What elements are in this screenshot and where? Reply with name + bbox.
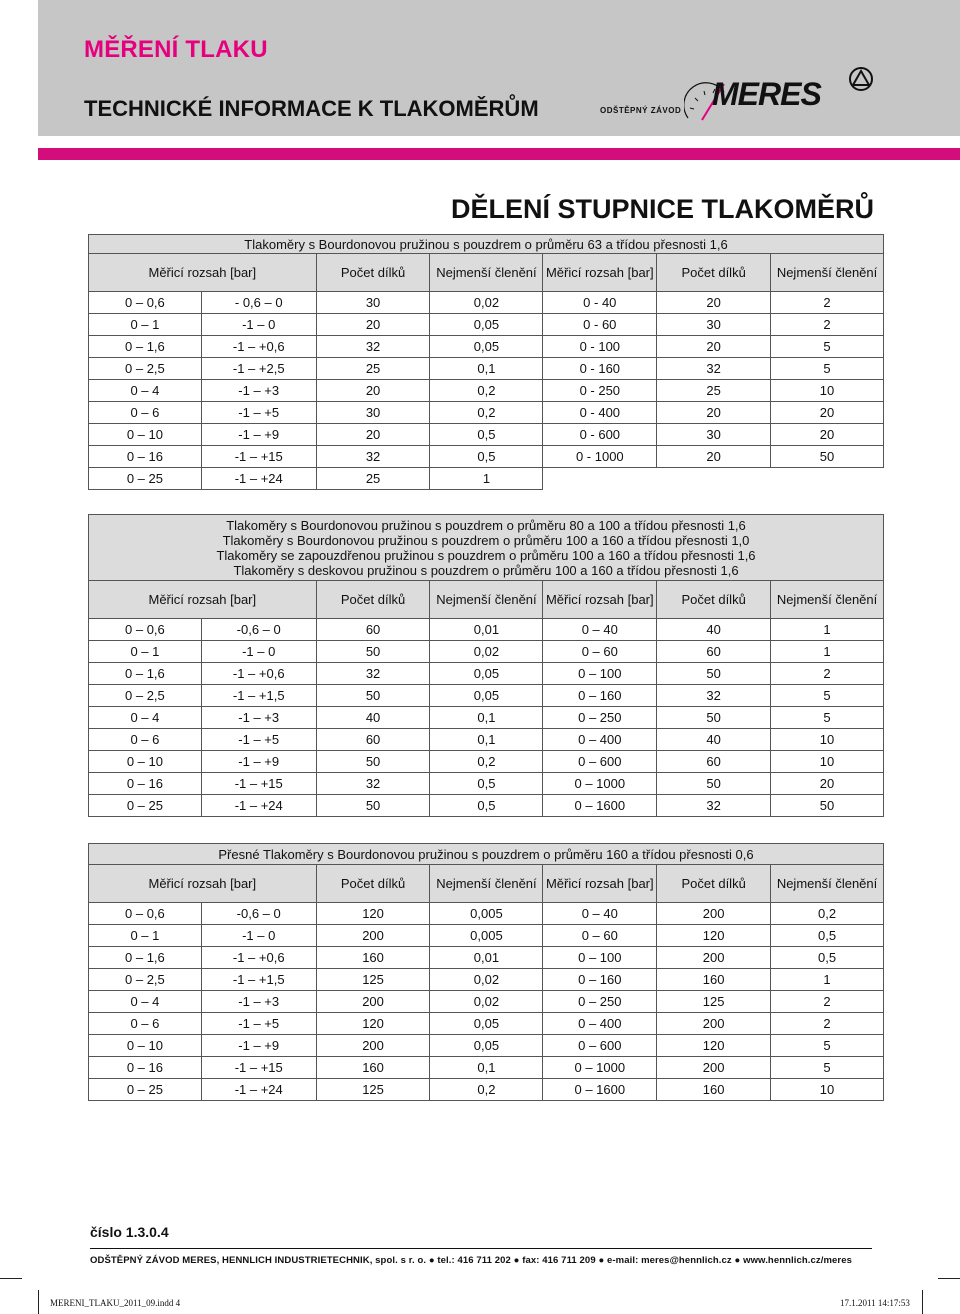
table-cell: 0 – 160 [543,685,657,707]
table-cell: -1 – +15 [201,1057,316,1079]
table-cell: -0,6 – 0 [201,619,316,641]
table-cell: 32 [316,773,430,795]
table-cell: 0 – 1 [89,314,202,336]
caption-line: Tlakoměry s Bourdonovou pružinou s pouzdrem o průměru 100 a 160 a třídou přesnosti 1,0 [222,533,750,548]
table-cell: 20 [657,292,771,314]
table-cell: 0,02 [430,641,543,663]
print-slug-date: 17.1.2011 14:17:53 [840,1298,910,1308]
table-cell: 2 [771,663,884,685]
table-cell: 0 – 4 [89,707,202,729]
table-cell: 40 [316,707,430,729]
table-cell: 1 [430,468,543,490]
table-cell: 0 - 600 [543,424,657,446]
table-cell: 0,5 [430,446,543,468]
table-cell: 0 – 400 [543,729,657,751]
table-cell: 50 [771,446,884,468]
table-cell: 0,01 [430,947,543,969]
page-subtitle: TECHNICKÉ INFORMACE K TLAKOMĚRŮM [84,96,539,121]
table-cell: 200 [657,1057,771,1079]
table-cell: 20 [771,773,884,795]
company-logo [600,60,880,130]
table-cell: 0,05 [430,663,543,685]
table-cell: - 0,6 – 0 [201,292,316,314]
table-cell: 20 [316,314,430,336]
table-cell: 20 [657,446,771,468]
table-cell: 0,05 [430,1013,543,1035]
table-row [89,663,884,685]
table-cell: -0,6 – 0 [201,903,316,925]
table-cell: 0 – 250 [543,991,657,1013]
table-caption: Přesné Tlakoměry s Bourdonovou pružinou s pouzdrem o průměru 160 a třídou přesnosti 0,6 [89,844,884,865]
table-cell: 0 – 1 [89,925,202,947]
table-cell: 160 [316,1057,430,1079]
table-cell: 0 – 400 [543,1013,657,1035]
table-cell: 5 [771,1057,884,1079]
table-cell: 32 [316,446,430,468]
table-cell: 0 – 25 [89,1079,202,1101]
table-cell: 0 – 6 [89,1013,202,1035]
table-cell: 10 [771,751,884,773]
table-cell: 0 – 10 [89,424,202,446]
column-header: Měřicí rozsah [bar] [89,865,317,903]
table-row [89,446,884,468]
table-cell: -1 – 0 [201,925,316,947]
table-cell: -1 – 0 [201,314,316,336]
table-cell: 0 – 160 [543,969,657,991]
table-cell: 0,02 [430,991,543,1013]
table-cell: -1 – +24 [201,1079,316,1101]
crop-mark [922,1290,923,1314]
caption-line: Tlakoměry se zapouzdřenou pružinou s pouzdrem o průměru 100 a 160 a třídou přesnosti 1,6 [216,548,756,563]
table-cell: 0 – 6 [89,729,202,751]
table-cell: 0 – 0,6 [89,619,202,641]
table-cell: 32 [657,795,771,817]
table-row [89,402,884,424]
table-cell: 2 [771,292,884,314]
table-cell: 0 – 16 [89,1057,202,1079]
table-cell: 32 [316,663,430,685]
table-cell: 25 [657,380,771,402]
table-cell: 60 [316,619,430,641]
table-cell: 0 – 10 [89,1035,202,1057]
table-cell: 0,01 [430,619,543,641]
table-cell: 20 [771,402,884,424]
table-cell: 0 - 160 [543,358,657,380]
table-cell: -1 – +5 [201,402,316,424]
table-cell: 50 [657,663,771,685]
table-cell: -1 – +0,6 [201,663,316,685]
table-cell: 0,05 [430,314,543,336]
table-cell: 0,02 [430,969,543,991]
table-caption [89,515,884,581]
table-cell: 40 [657,619,771,641]
table-cell: 50 [316,685,430,707]
table-cell: 0 – 1,6 [89,663,202,685]
table-row [89,947,884,969]
table-cell: 0 - 40 [543,292,657,314]
table-cell: 0 - 60 [543,314,657,336]
table-cell: 0,005 [430,925,543,947]
table-cell: 0 – 600 [543,1035,657,1057]
table-cell: 0 – 1000 [543,1057,657,1079]
table-row [89,424,884,446]
table-row [89,468,884,490]
table-cell: 0 – 2,5 [89,358,202,380]
table-cell: 200 [316,991,430,1013]
table-row [89,336,884,358]
table-cell: 25 [316,468,430,490]
column-header: Počet dílků [657,581,771,619]
table-cell: 1 [771,641,884,663]
table-cell: -1 – +1,5 [201,969,316,991]
column-header: Nejmenší členění [430,581,543,619]
table-cell: 30 [657,314,771,336]
column-header: Měřicí rozsah [bar] [543,865,657,903]
table-cell: 10 [771,1079,884,1101]
table-cell: 0 – 16 [89,446,202,468]
table-cell: 20 [316,380,430,402]
table-cell: 20 [771,424,884,446]
table-cell: 120 [316,1013,430,1035]
table-cell: 0,05 [430,685,543,707]
table-cell: -1 – +0,6 [201,947,316,969]
table-cell: 2 [771,1013,884,1035]
table-cell: 0 – 25 [89,468,202,490]
table-cell: 50 [316,751,430,773]
column-header: Počet dílků [316,865,430,903]
table-cell: 0,5 [430,795,543,817]
table-cell: 160 [316,947,430,969]
table-cell: 0,2 [430,751,543,773]
table-cell: 50 [771,795,884,817]
page-title: MĚŘENÍ TLAKU [84,36,268,63]
table-cell: -1 – +5 [201,729,316,751]
table-cell: 125 [316,969,430,991]
table-cell: 60 [657,751,771,773]
table-cell: 0 – 25 [89,795,202,817]
table-cell: 125 [657,991,771,1013]
scale-table-63 [88,234,884,490]
table-cell: 30 [316,402,430,424]
table-cell: 5 [771,336,884,358]
table-cell: -1 – +3 [201,380,316,402]
table-cell: 0,02 [430,292,543,314]
table-cell: -1 – +15 [201,446,316,468]
table-cell: 0,1 [430,1057,543,1079]
table-cell: 0,05 [430,1035,543,1057]
footer-contact: ODŠTĚPNÝ ZÁVOD MERES, HENNLICH INDUSTRIETECHNIK, spol. s r. o. ● tel.: 416 711 202 ● fax: 416 711 209 ● e-mail: meres@hennlich.cz ● www.hennlich.cz/meres [90,1255,852,1266]
table-row [89,925,884,947]
column-header: Nejmenší členění [771,581,884,619]
table-cell: 0 – 6 [89,402,202,424]
table-cell: -1 – +15 [201,773,316,795]
column-header: Měřicí rozsah [bar] [543,254,657,292]
table-cell: 0 – 10 [89,751,202,773]
table-cell: 0,2 [430,402,543,424]
table-cell: 20 [316,424,430,446]
footer-divider [90,1248,872,1249]
table-cell: -1 – +2,5 [201,358,316,380]
table-cell: -1 – 0 [201,641,316,663]
table-cell: 0 – 16 [89,773,202,795]
table-cell: 5 [771,1035,884,1057]
table-cell: 25 [316,358,430,380]
table-cell: 5 [771,685,884,707]
table-cell: 0,5 [771,947,884,969]
table-cell: -1 – +24 [201,468,316,490]
table-cell: 10 [771,729,884,751]
table-cell: 0 – 1600 [543,1079,657,1101]
table-cell: 0,5 [771,925,884,947]
table-cell: -1 – +9 [201,751,316,773]
table-cell: 0 – 250 [543,707,657,729]
table-cell: 0 – 0,6 [89,292,202,314]
table-row [89,1057,884,1079]
table-caption: Tlakoměry s Bourdonovou pružinou s pouzdrem o průměru 63 a třídou přesnosti 1,6 [89,235,884,254]
table-row [89,795,884,817]
table-cell: 32 [657,358,771,380]
table-cell: 200 [657,903,771,925]
page-number: číslo 1.3.0.4 [90,1224,169,1240]
table-cell: 0 - 1000 [543,446,657,468]
table-cell: 32 [657,685,771,707]
table-cell: 0,5 [430,424,543,446]
table-cell: 20 [657,402,771,424]
table-cell: 0 – 100 [543,663,657,685]
table-cell: -1 – +0,6 [201,336,316,358]
column-header: Počet dílků [657,254,771,292]
table-row [89,969,884,991]
table-cell: 120 [657,1035,771,1057]
table-cell: 0 - 400 [543,402,657,424]
table-cell: -1 – +9 [201,424,316,446]
column-header: Počet dílků [316,581,430,619]
column-header: Počet dílků [316,254,430,292]
table-cell: 30 [316,292,430,314]
table-cell: 5 [771,358,884,380]
table-cell: 10 [771,380,884,402]
table-cell: 0 – 1 [89,641,202,663]
table-cell: 0,1 [430,358,543,380]
table-row [89,991,884,1013]
crop-mark [0,1278,22,1279]
crop-mark [38,1290,39,1314]
table-cell: 0 – 1,6 [89,336,202,358]
table-cell: 0,05 [430,336,543,358]
table-cell: 0 – 40 [543,903,657,925]
column-header: Nejmenší členění [430,254,543,292]
table-cell: 5 [771,707,884,729]
table-cell: 0 – 0,6 [89,903,202,925]
table-cell: 120 [316,903,430,925]
triangle-logo-icon [848,66,874,92]
crop-mark [938,1278,960,1279]
table-cell: 0 – 600 [543,751,657,773]
table-cell: 200 [657,1013,771,1035]
caption-line: Tlakoměry s Bourdonovou pružinou s pouzdrem o průměru 80 a 100 a třídou přesnosti 1,6 [226,518,746,533]
table-cell: 32 [316,336,430,358]
print-slug-file: MERENI_TLAKU_2011_09.indd 4 [50,1298,181,1308]
table-row [89,773,884,795]
table-cell: 0 – 1000 [543,773,657,795]
table-cell: 40 [657,729,771,751]
table-cell: 50 [657,707,771,729]
table-cell: 0,2 [430,1079,543,1101]
table-row [89,903,884,925]
table-cell: 0 – 2,5 [89,685,202,707]
table-cell: -1 – +5 [201,1013,316,1035]
table-cell: -1 – +1,5 [201,685,316,707]
table-cell: 0 – 2,5 [89,969,202,991]
column-header: Nejmenší členění [771,254,884,292]
table-cell: 0,005 [430,903,543,925]
table-cell: 200 [316,1035,430,1057]
table-cell: 20 [657,336,771,358]
table-cell: 0 – 4 [89,991,202,1013]
table-cell: 160 [657,1079,771,1101]
table-cell: 120 [657,925,771,947]
table-row [89,380,884,402]
table-cell: 200 [657,947,771,969]
table-cell: 0 – 60 [543,925,657,947]
table-cell: 50 [657,773,771,795]
table-cell: -1 – +9 [201,1035,316,1057]
accent-stripe [38,148,960,160]
section-title: DĚLENÍ STUPNICE TLAKOMĚRŮ [450,194,874,224]
table-cell: 0,1 [430,729,543,751]
table-cell: 0 – 1600 [543,795,657,817]
table-cell: 2 [771,314,884,336]
table-cell: 0,5 [430,773,543,795]
table-cell: 0 - 250 [543,380,657,402]
table-cell: 50 [316,641,430,663]
column-header: Nejmenší členění [430,865,543,903]
table-cell: 2 [771,991,884,1013]
table-cell: 0 - 100 [543,336,657,358]
table-cell-empty [543,468,884,490]
column-header: Měřicí rozsah [bar] [89,254,317,292]
table-cell: 1 [771,619,884,641]
table-row [89,641,884,663]
table-row [89,1035,884,1057]
table-cell: 0,2 [771,903,884,925]
table-cell: 125 [316,1079,430,1101]
table-row [89,358,884,380]
table-cell: 0 – 60 [543,641,657,663]
table-cell: -1 – +3 [201,991,316,1013]
table-cell: -1 – +3 [201,707,316,729]
table-row [89,292,884,314]
table-cell: 0 – 40 [543,619,657,641]
table-cell: 0 – 100 [543,947,657,969]
table-cell: 0,2 [430,380,543,402]
column-header: Měřicí rozsah [bar] [543,581,657,619]
table-cell: 0,1 [430,707,543,729]
table-row [89,1079,884,1101]
table-row [89,751,884,773]
table-cell: 0 – 4 [89,380,202,402]
table-cell: -1 – +24 [201,795,316,817]
table-row [89,314,884,336]
scale-table-precision-160 [88,843,884,1101]
logo-division-label: ODŠTĚPNÝ ZÁVOD [600,106,682,115]
table-cell: 200 [316,925,430,947]
table-cell: 0 – 1,6 [89,947,202,969]
caption-line: Tlakoměry s deskovou pružinou s pouzdrem o průměru 100 a 160 a třídou přesnosti 1,6 [233,563,739,578]
table-cell: 60 [657,641,771,663]
table-row [89,729,884,751]
column-header: Měřicí rozsah [bar] [89,581,317,619]
table-row [89,1013,884,1035]
table-row [89,685,884,707]
logo-wordmark: MERES [712,76,821,112]
table-cell: 30 [657,424,771,446]
column-header: Nejmenší členění [771,865,884,903]
scale-table-80-160 [88,514,884,817]
table-cell: 50 [316,795,430,817]
column-header: Počet dílků [657,865,771,903]
table-cell: 160 [657,969,771,991]
table-cell: 60 [316,729,430,751]
table-cell: 1 [771,969,884,991]
table-row [89,619,884,641]
table-row [89,707,884,729]
